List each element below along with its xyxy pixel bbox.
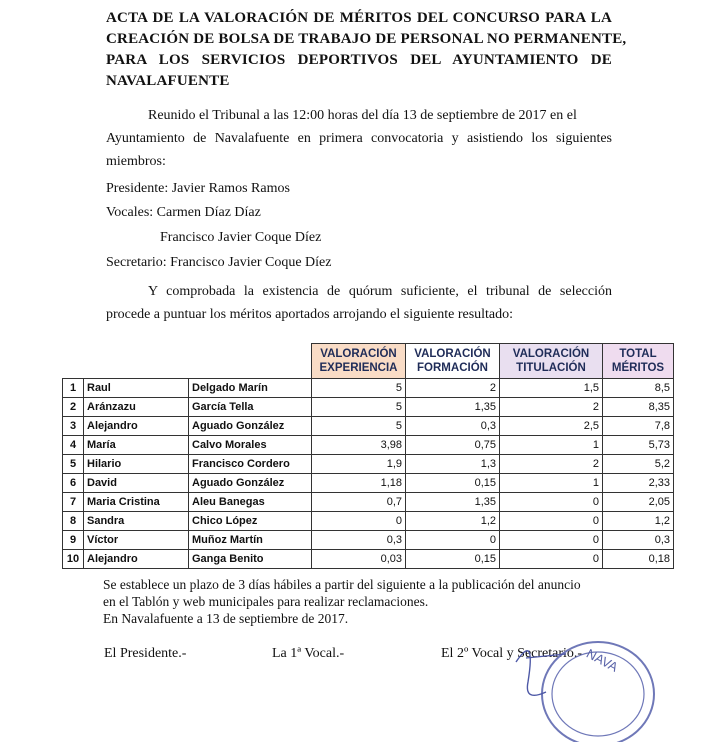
- valoracion-titulacion-cell: 0: [500, 531, 603, 550]
- notice-line-3: En Navalafuente a 13 de septiembre de 2017.: [103, 611, 349, 626]
- president-line: Presidente: Javier Ramos Ramos: [106, 181, 290, 196]
- row-number-cell: 6: [63, 474, 84, 493]
- header-titulacion: VALORACIÓN TITULACIÓN: [500, 344, 603, 379]
- valoracion-formacion-cell: 1,35: [406, 398, 500, 417]
- row-number-cell: 1: [63, 379, 84, 398]
- surname-cell: Ganga Benito: [189, 550, 312, 569]
- table-row: [63, 398, 674, 417]
- table-header-row: [63, 344, 674, 379]
- total-meritos-cell: 5,2: [603, 455, 674, 474]
- table-row: [63, 474, 674, 493]
- results-table: [62, 343, 674, 569]
- total-meritos-cell: 8,35: [603, 398, 674, 417]
- valoracion-experiencia-cell: 1,18: [312, 474, 406, 493]
- valoracion-experiencia-cell: 3,98: [312, 436, 406, 455]
- first-name-cell: Maria Cristina: [84, 493, 189, 512]
- valoracion-formacion-cell: 0,75: [406, 436, 500, 455]
- valoracion-titulacion-cell: 1: [500, 474, 603, 493]
- valoracion-titulacion-cell: 1,5: [500, 379, 603, 398]
- notice-line-2: en el Tablón y web municipales para realizar reclamaciones.: [103, 594, 429, 609]
- valoracion-formacion-cell: 1,35: [406, 493, 500, 512]
- document-title: [106, 8, 627, 92]
- valoracion-experiencia-cell: 5: [312, 398, 406, 417]
- intro-line-2: Ayuntamiento de Navalafuente en primera convocatoria y asistiendo los siguientes: [106, 131, 612, 146]
- total-meritos-cell: 0,18: [603, 550, 674, 569]
- valoracion-experiencia-cell: 1,9: [312, 455, 406, 474]
- valoracion-formacion-cell: 1,2: [406, 512, 500, 531]
- municipal-stamp: [506, 622, 656, 742]
- vocales-line: Vocales: Carmen Díaz Díaz: [106, 205, 261, 220]
- table-row: [63, 550, 674, 569]
- first-name-cell: María: [84, 436, 189, 455]
- valoracion-experiencia-cell: 0,3: [312, 531, 406, 550]
- signature-vocal-2-secretary: El 2º Vocal y Secretario.-: [441, 646, 583, 661]
- quorum-paragraph: [106, 280, 612, 326]
- header-total: TOTAL MÉRITOS: [603, 344, 674, 379]
- valoracion-titulacion-cell: 0: [500, 512, 603, 531]
- first-name-cell: Sandra: [84, 512, 189, 531]
- table-row: [63, 379, 674, 398]
- valoracion-titulacion-cell: 1: [500, 436, 603, 455]
- table-row: [63, 512, 674, 531]
- surname-cell: Delgado Marín: [189, 379, 312, 398]
- valoracion-titulacion-cell: 0: [500, 550, 603, 569]
- first-name-cell: Raul: [84, 379, 189, 398]
- surname-cell: Aleu Banegas: [189, 493, 312, 512]
- first-name-cell: Víctor: [84, 531, 189, 550]
- valoracion-experiencia-cell: 0: [312, 512, 406, 531]
- surname-cell: Aguado González: [189, 474, 312, 493]
- surname-cell: Calvo Morales: [189, 436, 312, 455]
- surname-cell: García Tella: [189, 398, 312, 417]
- title-line-2: CREACIÓN DE BOLSA DE TRABAJO DE PERSONAL NO PERMANENTE,: [106, 31, 627, 47]
- intro-line-1: Reunido el Tribunal a las 12:00 horas del día 13 de septiembre de 2017 en el: [148, 108, 577, 123]
- valoracion-formacion-cell: 0: [406, 531, 500, 550]
- valoracion-formacion-cell: 1,3: [406, 455, 500, 474]
- valoracion-formacion-cell: 0,3: [406, 417, 500, 436]
- total-meritos-cell: 7,8: [603, 417, 674, 436]
- header-formacion: VALORACIÓN FORMACIÓN: [406, 344, 500, 379]
- row-number-cell: 5: [63, 455, 84, 474]
- title-line-4: NAVALAFUENTE: [106, 73, 230, 89]
- table-row: [63, 493, 674, 512]
- total-meritos-cell: 8,5: [603, 379, 674, 398]
- total-meritos-cell: 2,33: [603, 474, 674, 493]
- valoracion-titulacion-cell: 0: [500, 493, 603, 512]
- row-number-cell: 7: [63, 493, 84, 512]
- valoracion-titulacion-cell: 2: [500, 398, 603, 417]
- valoracion-experiencia-cell: 5: [312, 417, 406, 436]
- table-row: [63, 531, 674, 550]
- row-number-cell: 10: [63, 550, 84, 569]
- first-name-cell: Alejandro: [84, 550, 189, 569]
- notice-line-1: Se establece un plazo de 3 días hábiles a partir del siguiente a la publicación del anuncio: [103, 577, 581, 592]
- first-name-cell: Alejandro: [84, 417, 189, 436]
- total-meritos-cell: 1,2: [603, 512, 674, 531]
- signature-vocal-1: La 1ª Vocal.-: [272, 646, 345, 661]
- first-name-cell: David: [84, 474, 189, 493]
- claims-notice: [103, 576, 623, 627]
- intro-line-3: miembros:: [106, 154, 166, 169]
- secretary-line: Secretario: Francisco Javier Coque Díez: [106, 255, 332, 270]
- quorum-line-2: procede a puntuar los méritos aportados arrojando el siguiente resultado:: [106, 307, 514, 322]
- valoracion-formacion-cell: 0,15: [406, 474, 500, 493]
- valoracion-experiencia-cell: 0,7: [312, 493, 406, 512]
- first-name-cell: Aránzazu: [84, 398, 189, 417]
- row-number-cell: 4: [63, 436, 84, 455]
- intro-paragraph: [106, 104, 612, 173]
- surname-cell: Francisco Cordero: [189, 455, 312, 474]
- valoracion-titulacion-cell: 2,5: [500, 417, 603, 436]
- row-number-cell: 3: [63, 417, 84, 436]
- row-number-cell: 2: [63, 398, 84, 417]
- vocal-2-line: Francisco Javier Coque Díez: [160, 230, 322, 245]
- table-row: [63, 417, 674, 436]
- row-number-cell: 9: [63, 531, 84, 550]
- total-meritos-cell: 0,3: [603, 531, 674, 550]
- valoracion-formacion-cell: 2: [406, 379, 500, 398]
- surname-cell: Aguado González: [189, 417, 312, 436]
- surname-cell: Chico López: [189, 512, 312, 531]
- title-line-3: PARA LOS SERVICIOS DEPORTIVOS DEL AYUNTAMIENTO DE: [106, 52, 612, 68]
- surname-cell: Muñoz Martín: [189, 531, 312, 550]
- stamp-text: NAVA: [583, 645, 621, 675]
- valoracion-experiencia-cell: 0,03: [312, 550, 406, 569]
- table-row: [63, 455, 674, 474]
- first-name-cell: Hilario: [84, 455, 189, 474]
- valoracion-titulacion-cell: 2: [500, 455, 603, 474]
- row-number-cell: 8: [63, 512, 84, 531]
- valoracion-formacion-cell: 0,15: [406, 550, 500, 569]
- signature-president: El Presidente.-: [104, 646, 187, 661]
- header-experiencia: VALORACIÓN EXPERIENCIA: [312, 344, 406, 379]
- total-meritos-cell: 5,73: [603, 436, 674, 455]
- valoracion-experiencia-cell: 5: [312, 379, 406, 398]
- table-row: [63, 436, 674, 455]
- title-line-1: ACTA DE LA VALORACIÓN DE MÉRITOS DEL CONCURSO PARA LA: [106, 10, 612, 26]
- quorum-line-1: Y comprobada la existencia de quórum suficiente, el tribunal de selección: [148, 284, 612, 299]
- total-meritos-cell: 2,05: [603, 493, 674, 512]
